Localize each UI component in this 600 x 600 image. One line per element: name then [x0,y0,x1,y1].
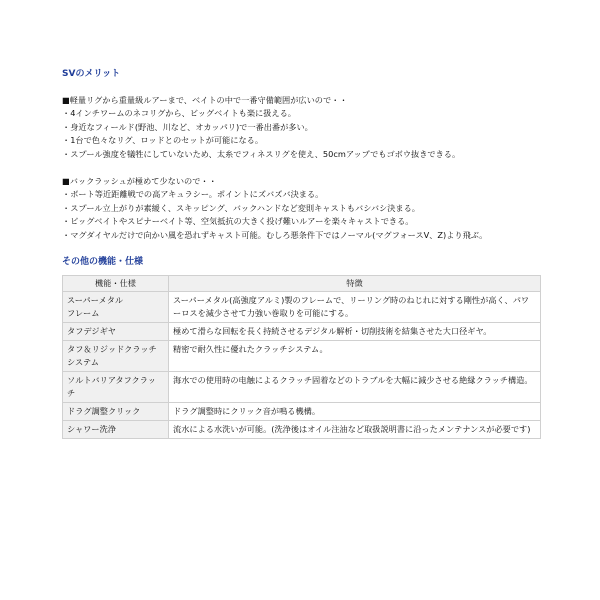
feature-description: 海水での使用時の电触によるクラッチ固着などのトラブルを大幅に減少させる絶縁クラッチ構造。 [169,371,541,402]
feature-description: ドラグ調整時にクリック音が鳴る機構。 [169,402,541,420]
table-row [63,340,541,371]
table-header-row [63,275,541,291]
features-table [62,275,541,439]
feature-description: 極めて滑らな回転を長く持続させるデジタル解析・切削技術を結集させた大口径ギヤ。 [169,322,541,340]
feature-name: スーパーメタル フレーム [63,291,169,322]
table-row [63,322,541,340]
merit-title: SVのメリット [62,69,121,79]
list-item: ・ビッグベイトやスピナーベイト等、空気抵抗の大きく投げ難いルアーを楽々キャストできる。 [62,216,414,227]
list-item: ・4インチワームのネコリグから、ビッグベイトも楽に扱える。 [62,108,296,119]
table-row [63,371,541,402]
table-row [63,420,541,438]
column-header-feature: 機能・仕様 [63,275,169,291]
feature-name: ソルトバリアタフクラッチ [63,371,169,402]
column-header-characteristic: 特徴 [169,275,541,291]
feature-description: スーパーメタル(高強度アルミ)製のフレームで、リーリング時のねじれに対する剛性が高く、パワーロスを減少させて力強い巻取りを可能にする。 [169,291,541,322]
merit-heading: ■軽量リグから重量級ルアーまで、ベイトの中で一番守備範囲が広いので・・ [62,95,348,105]
feature-description: 流水による水洗いが可能。(洗浄後はオイル注油など取扱説明書に沿ったメンテナンスが必要です) [169,420,541,438]
list-item: ・スプール強度を犠牲にしていないため、太糸でフィネスリグを使え、50cmアップでもゴボウ抜きできる。 [62,148,461,159]
merit-list-backlash-range [62,94,542,161]
feature-name: シャワー洗浄 [63,420,169,438]
merit-list-backlash [62,175,542,242]
list-item: ・ボート等近距離戦での高アキュラシー。ポイントにズバズバ決まる。 [62,189,324,200]
list-item: ・マグダイヤルだけで向かい風を恐れずキャスト可能。むしろ悪条件下ではノーマル(マグフォースV、Z)より飛ぶ。 [62,229,488,240]
merit-heading: ■バックラッシュが極めて少ないので・・ [62,175,217,186]
list-item: ・身近なフィールド(野池、川など、オカッパリ)で一番出番が多い。 [62,121,313,132]
feature-name: タフデジギヤ [63,322,169,340]
feature-name: ドラグ調整クリック [63,402,169,420]
spacer [62,161,542,175]
table-row [63,291,541,322]
list-item: ・1台で色々なリグ、ロッドとのセットが可能になる。 [62,135,264,146]
feature-name: タフ＆リジッドクラッチシステム [63,340,169,371]
features-title: その他の機能・仕様 [62,256,144,267]
list-item: ・スプール立上がりが素緩く、スキッピング、バックハンドなど変則キャストもバシバシ決まる。 [62,202,420,213]
table-row [63,402,541,420]
product-description [62,68,542,439]
feature-description: 精密で耐久性に優れたクラッチシステム。 [169,340,541,371]
